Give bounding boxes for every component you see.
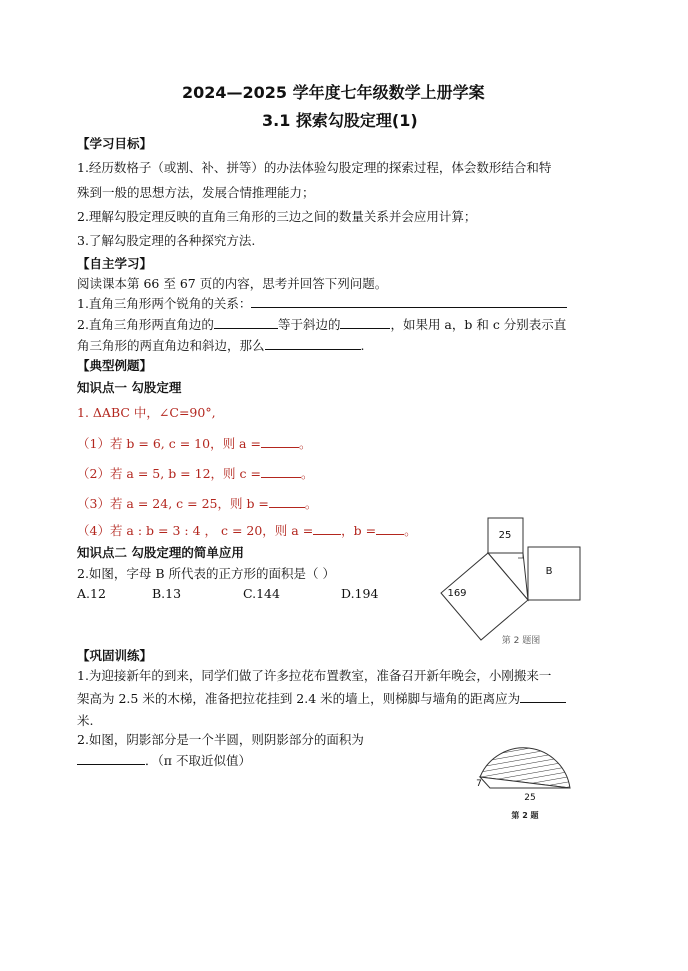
label-left: 169 — [447, 588, 467, 599]
answer-blank[interactable] — [376, 521, 404, 535]
examples-heading: 【典型例题】 — [77, 358, 153, 373]
self-study-q2-part-c: ，如果用 a，b 和 c 分别表示直 — [390, 317, 567, 332]
answer-blank[interactable] — [251, 294, 567, 308]
figure-caption: 第 2 题图 — [501, 636, 541, 646]
answer-blank[interactable] — [269, 494, 305, 508]
answer-blank[interactable] — [214, 315, 278, 329]
option-c: C.144 — [243, 586, 280, 601]
end-mark: 。 — [404, 523, 417, 538]
example-1-part-4-text-a: （4）若 a : b = 3 : 4 ， c = 20，则 a = — [77, 523, 314, 538]
example-1-part-1-text: （1）若 b = 6, c = 10，则 a = — [77, 436, 261, 451]
label-right: B — [545, 566, 553, 577]
answer-blank[interactable] — [265, 336, 361, 350]
answer-blank[interactable] — [261, 434, 299, 448]
example-2: 2.如图，字母 B 所代表的正方形的面积是（ ） — [77, 566, 336, 581]
answer-blank[interactable] — [261, 464, 301, 478]
self-study-q2-line-2-text: 角三角形的两直角边和斜边，那么 — [77, 338, 265, 353]
example-1: 1. ΔABC 中，∠C=90°, — [77, 405, 216, 420]
option-b: B.13 — [152, 586, 182, 601]
page-title: 2024—2025 学年度七年级数学上册学案 — [182, 83, 485, 102]
goal-1-line-1: 1.经历数格子（或割、补、拼等）的办法体验勾股定理的探索过程，体会数形结合和特 — [77, 160, 552, 175]
knowledge-point-2: 知识点二 勾股定理的简单应用 — [77, 545, 244, 560]
self-study-q2-end: . — [360, 338, 365, 353]
label-base: 25 — [524, 793, 536, 803]
example-1-part-2-text: （2）若 a = 5, b = 12，则 c = — [77, 466, 261, 481]
self-study-q2-line-1 — [77, 315, 566, 333]
self-study-q1-text: 1.直角三角形两个锐角的关系： — [77, 296, 252, 311]
goal-1-line-2: 殊到一般的思想方法，发展合情推理能力； — [77, 185, 315, 200]
knowledge-point-1: 知识点一 勾股定理 — [77, 380, 182, 395]
goal-3: 3.了解勾股定理的各种探究方法. — [77, 233, 256, 248]
figure-caption: 第 2 题 — [511, 811, 539, 820]
answer-blank[interactable] — [77, 751, 145, 765]
self-study-q2-part-b: 等于斜边的 — [277, 317, 341, 332]
self-study-q2-line-2 — [77, 336, 365, 354]
squares-figure — [425, 512, 590, 652]
example-1-part-3 — [77, 494, 317, 512]
self-study-intro: 阅读课本第 66 至 67 页的内容，思考并回答下列问题。 — [77, 276, 388, 291]
end-mark: 。 — [304, 496, 318, 511]
goals-heading: 【学习目标】 — [77, 136, 153, 151]
semicircle-figure — [470, 733, 580, 823]
example-1-part-1 — [77, 434, 311, 452]
label-top: 25 — [498, 530, 512, 541]
end-mark: 。 — [298, 436, 312, 451]
example-1-part-2 — [77, 464, 313, 482]
option-a: A.12 — [77, 586, 106, 601]
self-study-q2-part-a: 2.直角三角形两直角边的 — [77, 317, 214, 332]
label-side: 7 — [476, 779, 482, 789]
answer-blank[interactable] — [340, 315, 390, 329]
self-study-heading: 【自主学习】 — [77, 256, 153, 271]
practice-q1-line-3: 米. — [77, 713, 94, 728]
option-d: D.194 — [341, 586, 379, 601]
lesson-title: 3.1 探索勾股定理(1) — [262, 111, 418, 130]
practice-q1-line-1: 1.为迎接新年的到来，同学们做了许多拉花布置教室，准备召开新年晚会，小刚搬来一 — [77, 668, 552, 683]
answer-blank[interactable] — [520, 689, 566, 703]
practice-heading: 【巩固训练】 — [77, 648, 153, 663]
practice-q1-line-2 — [77, 689, 566, 707]
self-study-q1 — [77, 294, 567, 312]
square-right — [528, 547, 580, 600]
practice-q2-line-1: 2.如图，阴影部分是一个半圆，则阴影部分的面积为 — [77, 732, 364, 747]
example-1-part-4-text-b: ，b = — [341, 523, 377, 538]
end-mark: 。 — [300, 466, 314, 481]
goal-2: 2.理解勾股定理反映的直角三角形的三边之间的数量关系并会应用计算； — [77, 209, 477, 224]
answer-blank[interactable] — [313, 521, 341, 535]
example-1-part-3-text: （3）若 a = 24, c = 25，则 b = — [77, 496, 269, 511]
practice-q1-line-2-text: 架高为 2.5 米的木梯，准备把拉花挂到 2.4 米的墙上，则梯脚与墙角的距离应为 — [77, 691, 521, 706]
example-1-part-4 — [77, 521, 417, 539]
practice-q2-line-2-text: ．（π 不取近似值） — [145, 753, 251, 768]
practice-q2-line-2 — [77, 751, 251, 769]
